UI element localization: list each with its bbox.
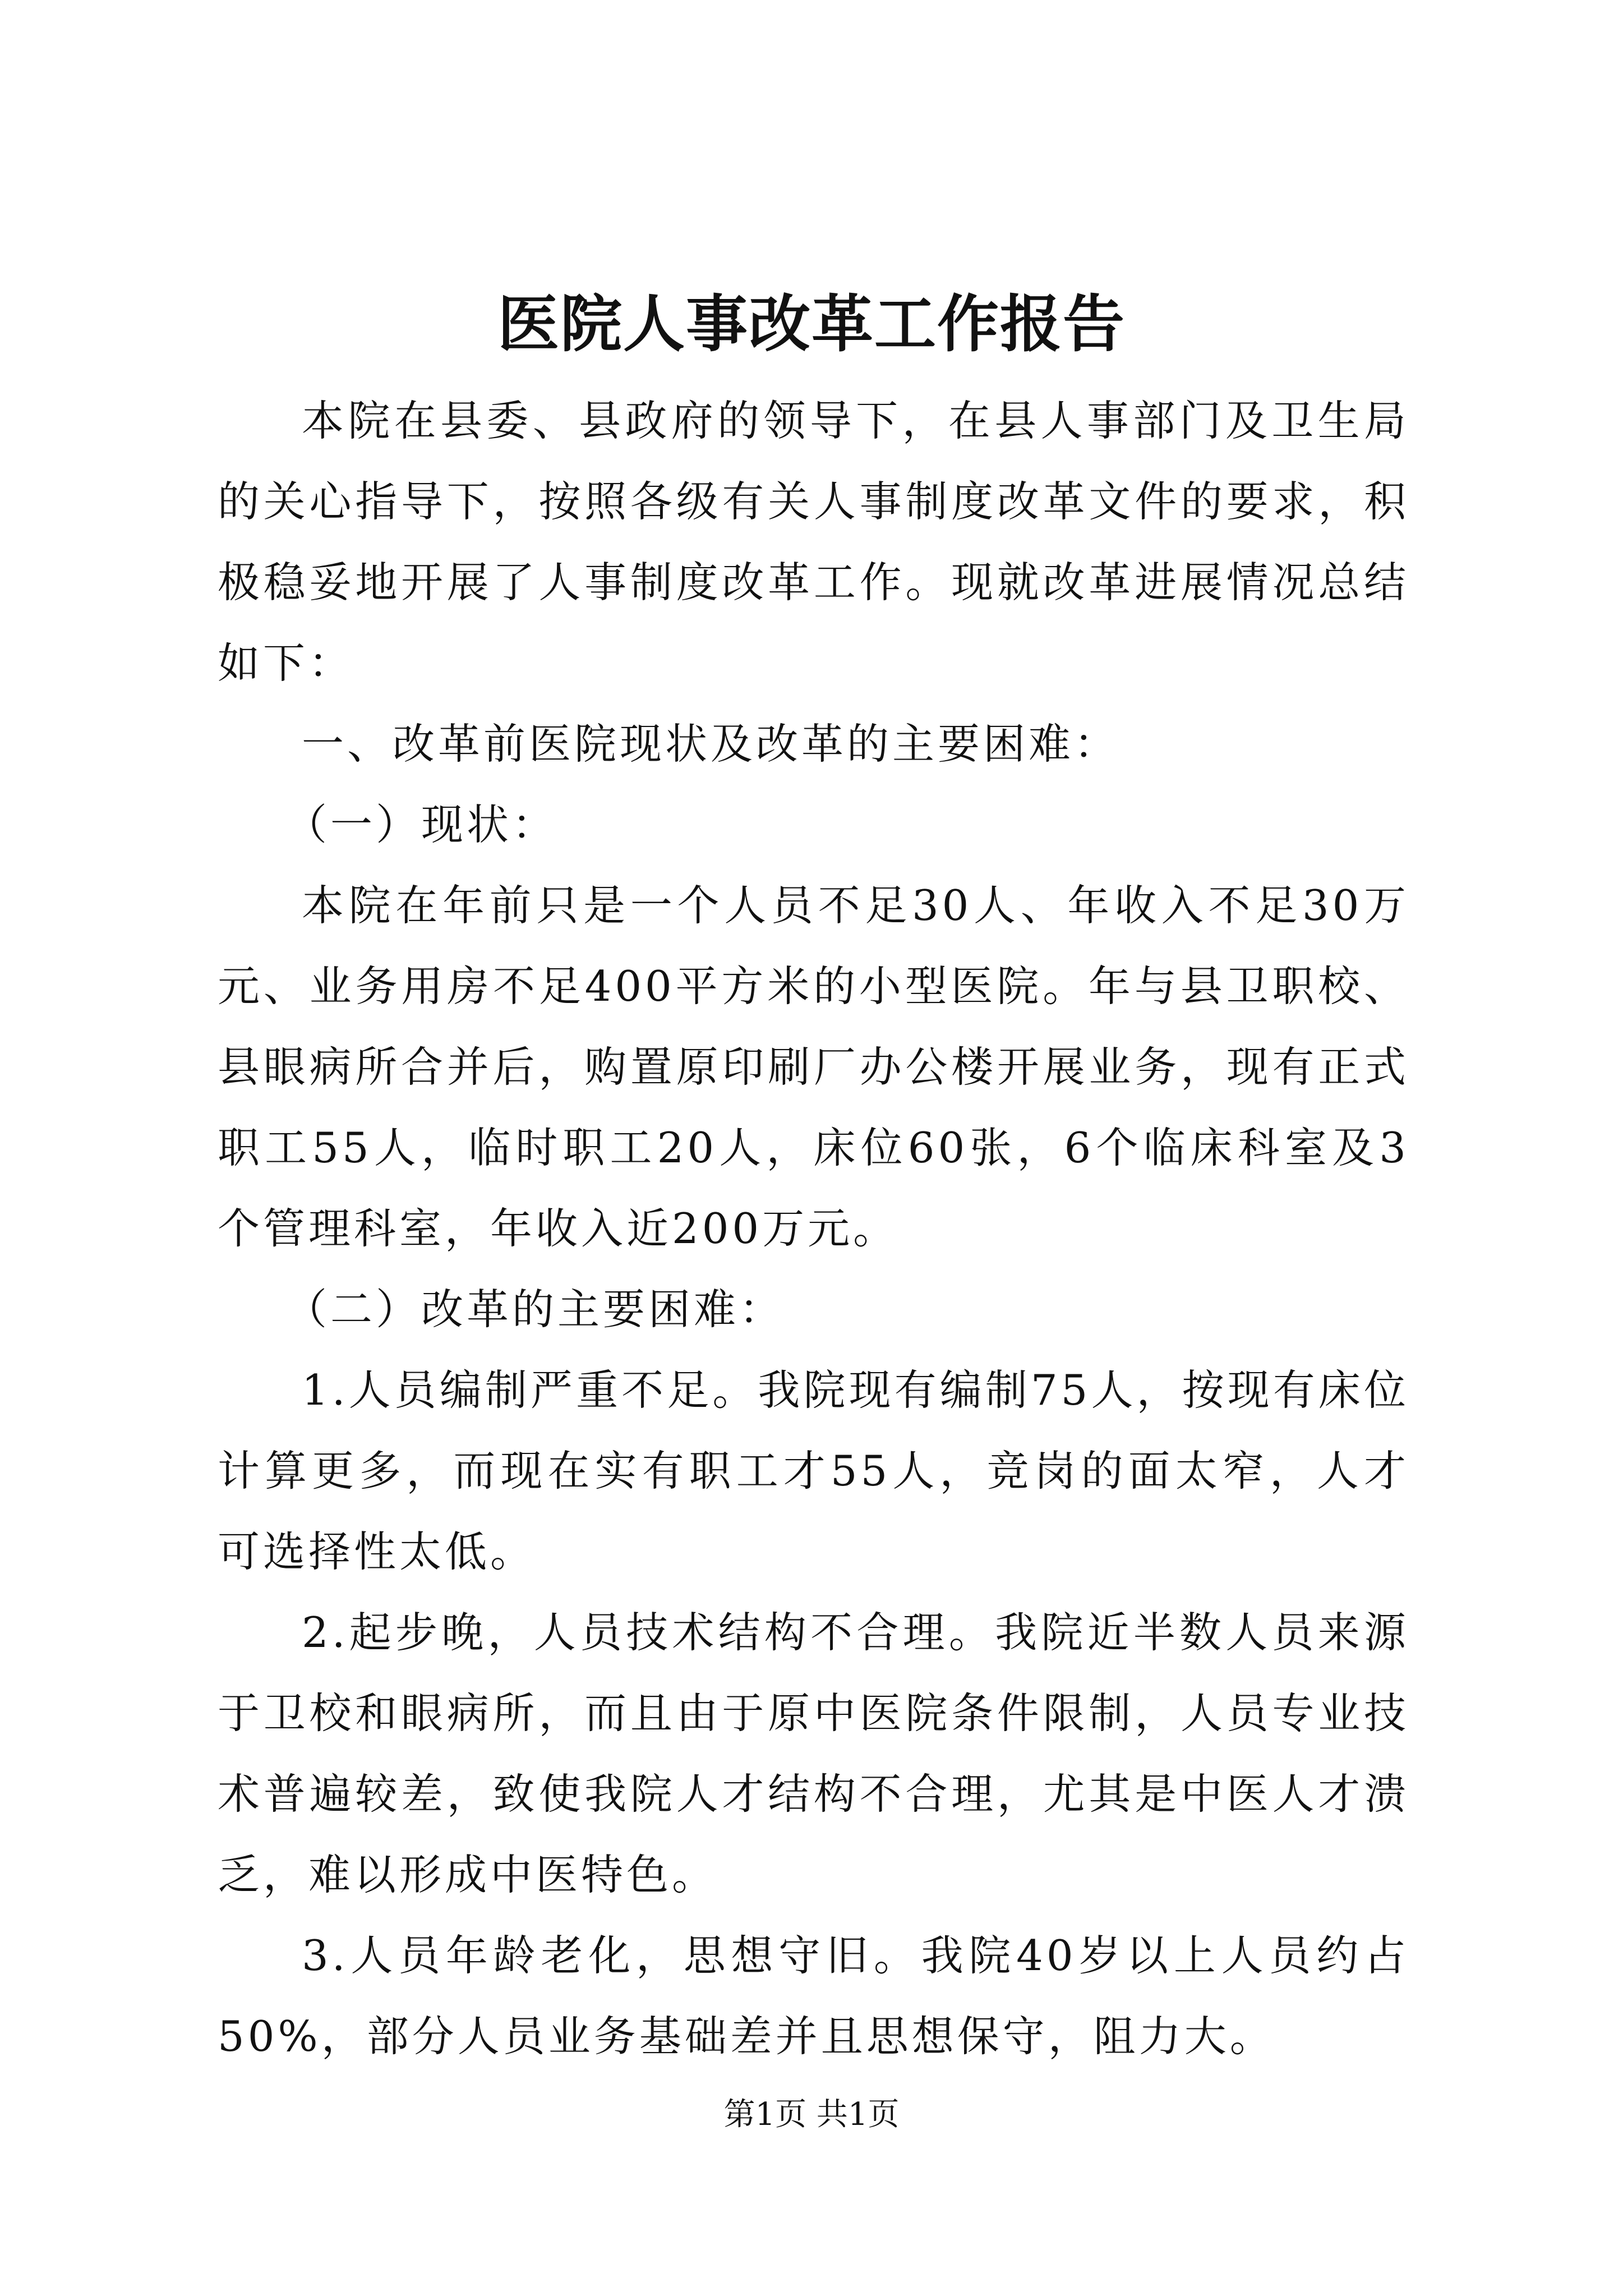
subsection-heading-difficulties: （二）改革的主要困难：: [285, 1285, 785, 1334]
status-paragraph: 本院在年前只是一个人员不足30人、年收入不足30万元、业务用房不足400平方米的小型医院。年与县卫职校、县眼病所合并后，购置原印刷厂办公楼开展业务，现有正式职工55人，临时职工20人，床位60张，6个临床科室及3个管理科室，年收入近200万元。: [218, 881, 1409, 1253]
difficulty-item-3: 3.人员年龄老化，思想守旧。我院40岁以上人员约占50%，部分人员业务基础差并且思想保守，阻力大。: [218, 1931, 1409, 2061]
section-heading-1: 一、改革前医院现状及改革的主要困难：: [302, 719, 1120, 769]
intro-paragraph: 本院在县委、县政府的领导下，在县人事部门及卫生局的关心指导下，按照各级有关人事制度改革文件的要求，积极稳妥地开展了人事制度改革工作。现就改革进展情况总结如下：: [218, 396, 1409, 688]
page-footer: 第1页 共1页: [723, 2096, 900, 2133]
document-title: 医院人事改革工作报告: [497, 288, 1126, 360]
difficulty-item-2: 2.起步晚，人员技术结构不合理。我院近半数人员来源于卫校和眼病所，而且由于原中医院条件限制，人员专业技术普遍较差，致使我院人才结构不合理，尤其是中医人才溃乏，难以形成中医特色。: [218, 1608, 1409, 1899]
subsection-heading-status: （一）现状：: [285, 800, 558, 849]
document-body: [218, 380, 1409, 2077]
difficulty-item-1: 1.人员编制严重不足。我院现有编制75人，按现有床位计算更多，而现在实有职工才55人，竞岗的面太窄，人才可选择性太低。: [218, 1365, 1409, 1576]
